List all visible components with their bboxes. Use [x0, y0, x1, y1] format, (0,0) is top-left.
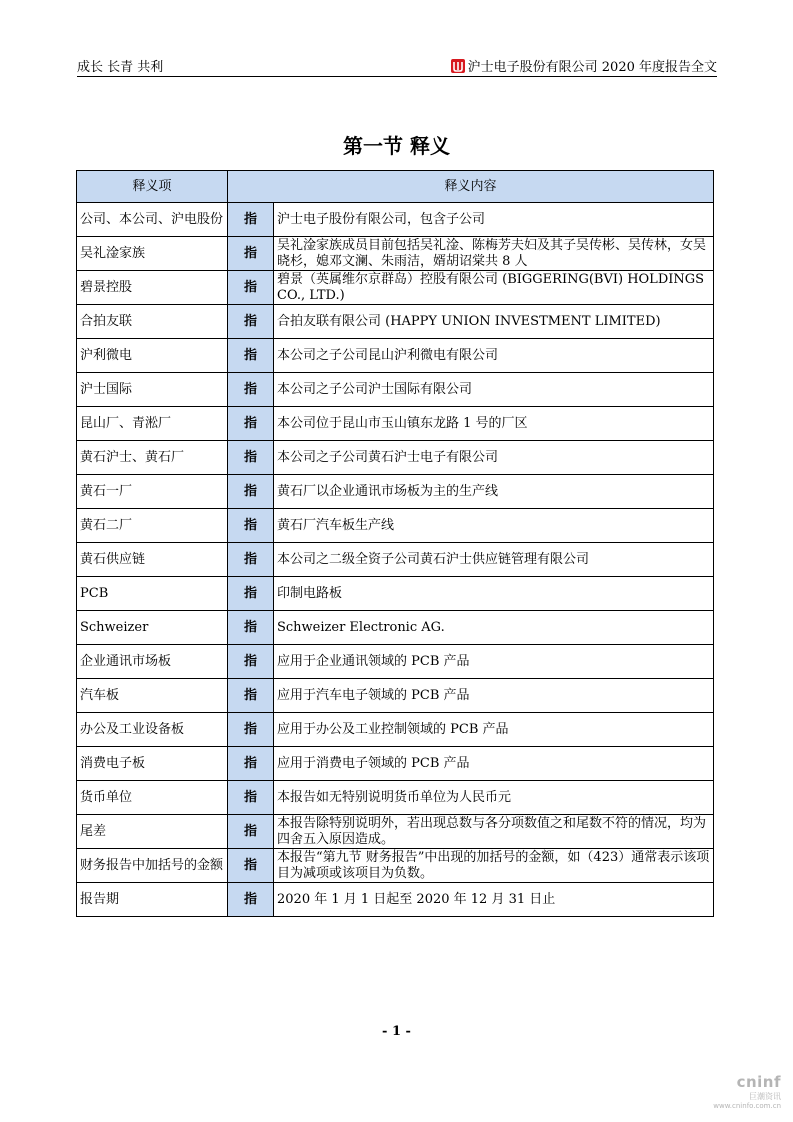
- definition-cell: 黄石厂以企业通讯市场板为主的生产线: [274, 475, 714, 509]
- term-cell: PCB: [77, 577, 228, 611]
- header-definition: 释义内容: [228, 171, 714, 203]
- table-row: [77, 509, 714, 543]
- term-cell: 沪利微电: [77, 339, 228, 373]
- ref-cell: 指: [228, 611, 274, 645]
- term-cell: 黄石沪士、黄石厂: [77, 441, 228, 475]
- ref-cell: 指: [228, 713, 274, 747]
- term-cell: 财务报告中加括号的金额: [77, 849, 228, 883]
- table-row: [77, 305, 714, 339]
- table-row: [77, 271, 714, 305]
- ref-cell: 指: [228, 407, 274, 441]
- table-row: [77, 441, 714, 475]
- ref-cell: 指: [228, 645, 274, 679]
- table-row: [77, 577, 714, 611]
- cninfo-watermark: [713, 1073, 781, 1110]
- table-row: [77, 713, 714, 747]
- ref-cell: 指: [228, 679, 274, 713]
- definition-cell: 应用于办公及工业控制领域的 PCB 产品: [274, 713, 714, 747]
- definition-cell: 沪士电子股份有限公司，包含子公司: [274, 203, 714, 237]
- table-row: [77, 339, 714, 373]
- term-cell: 办公及工业设备板: [77, 713, 228, 747]
- term-cell: 公司、本公司、沪电股份: [77, 203, 228, 237]
- definition-cell: 碧景（英属维尔京群岛）控股有限公司 (BIGGERING(BVI) HOLDINGS CO., LTD.): [274, 271, 714, 305]
- table-row: [77, 883, 714, 917]
- table-row: [77, 679, 714, 713]
- watermark-brand: cninf: [736, 1073, 781, 1091]
- definition-cell: Schweizer Electronic AG.: [274, 611, 714, 645]
- definition-cell: 本公司之子公司黄石沪士电子有限公司: [274, 441, 714, 475]
- table-row: [77, 747, 714, 781]
- term-cell: 汽车板: [77, 679, 228, 713]
- term-cell: 合拍友联: [77, 305, 228, 339]
- term-cell: 黄石供应链: [77, 543, 228, 577]
- watermark-cn: 巨潮资讯: [749, 1092, 781, 1101]
- ref-cell: 指: [228, 441, 274, 475]
- header-slogan: 成长 长青 共利: [77, 60, 164, 75]
- definition-cell: 本公司位于昆山市玉山镇东龙路 1 号的厂区: [274, 407, 714, 441]
- definition-cell: 黄石厂汽车板生产线: [274, 509, 714, 543]
- definition-cell: 本报告除特别说明外，若出现总数与各分项数值之和尾数不符的情况，均为四舍五入原因造成。: [274, 815, 714, 849]
- ref-cell: 指: [228, 475, 274, 509]
- ref-cell: 指: [228, 509, 274, 543]
- section-title: 第一节 释义: [343, 134, 450, 158]
- ref-cell: 指: [228, 577, 274, 611]
- header-report-title: [451, 56, 717, 75]
- ref-cell: 指: [228, 781, 274, 815]
- table-row: [77, 645, 714, 679]
- term-cell: 碧景控股: [77, 271, 228, 305]
- ref-cell: 指: [228, 203, 274, 237]
- table-row: [77, 543, 714, 577]
- definition-cell: 本公司之二级全资子公司黄石沪士供应链管理有限公司: [274, 543, 714, 577]
- table-row: [77, 475, 714, 509]
- term-cell: 报告期: [77, 883, 228, 917]
- definition-cell: 合拍友联有限公司 (HAPPY UNION INVESTMENT LIMITED): [274, 305, 714, 339]
- ref-cell: 指: [228, 747, 274, 781]
- definition-cell: 吴礼淦家族成员目前包括吴礼淦、陈梅芳夫妇及其子吴传彬、吴传林，女吴晓杉，媳邓文澜、朱雨洁，婿胡诏棠共 8 人: [274, 237, 714, 271]
- ref-cell: 指: [228, 305, 274, 339]
- table-header-row: [77, 171, 714, 203]
- table-row: [77, 237, 714, 271]
- definition-cell: 应用于企业通讯领域的 PCB 产品: [274, 645, 714, 679]
- term-cell: 吴礼淦家族: [77, 237, 228, 271]
- header-term: 释义项: [77, 171, 228, 203]
- table-row: [77, 203, 714, 237]
- definition-cell: 本公司之子公司沪士国际有限公司: [274, 373, 714, 407]
- definition-cell: 本报告如无特别说明货币单位为人民币元: [274, 781, 714, 815]
- term-cell: 昆山厂、青淞厂: [77, 407, 228, 441]
- ref-cell: 指: [228, 849, 274, 883]
- table-row: [77, 849, 714, 883]
- definition-cell: 本报告“第九节 财务报告”中出现的加括号的金额，如（423）通常表示该项目为减项或该项目为负数。: [274, 849, 714, 883]
- page-number: - 1 -: [382, 1024, 411, 1039]
- table-body: [77, 203, 714, 917]
- ref-cell: 指: [228, 815, 274, 849]
- table-row: [77, 781, 714, 815]
- table-row: [77, 611, 714, 645]
- term-cell: 企业通讯市场板: [77, 645, 228, 679]
- ref-cell: 指: [228, 237, 274, 271]
- definition-cell: 本公司之子公司昆山沪利微电有限公司: [274, 339, 714, 373]
- ref-cell: 指: [228, 543, 274, 577]
- definition-cell: 应用于消费电子领域的 PCB 产品: [274, 747, 714, 781]
- term-cell: Schweizer: [77, 611, 228, 645]
- ref-cell: 指: [228, 883, 274, 917]
- term-cell: 消费电子板: [77, 747, 228, 781]
- definition-cell: 印制电路板: [274, 577, 714, 611]
- company-logo-icon: [451, 59, 465, 73]
- definitions-table: [76, 170, 714, 917]
- term-cell: 黄石二厂: [77, 509, 228, 543]
- header-divider: [77, 76, 717, 77]
- table-row: [77, 373, 714, 407]
- ref-cell: 指: [228, 373, 274, 407]
- table-row: [77, 815, 714, 849]
- watermark-url: www.cninfo.com.cn: [713, 1102, 781, 1110]
- term-cell: 货币单位: [77, 781, 228, 815]
- table-row: [77, 407, 714, 441]
- report-title-text: 沪士电子股份有限公司 2020 年度报告全文: [467, 60, 717, 75]
- term-cell: 黄石一厂: [77, 475, 228, 509]
- term-cell: 尾差: [77, 815, 228, 849]
- definition-cell: 应用于汽车电子领域的 PCB 产品: [274, 679, 714, 713]
- ref-cell: 指: [228, 271, 274, 305]
- ref-cell: 指: [228, 339, 274, 373]
- definition-cell: 2020 年 1 月 1 日起至 2020 年 12 月 31 日止: [274, 883, 714, 917]
- term-cell: 沪士国际: [77, 373, 228, 407]
